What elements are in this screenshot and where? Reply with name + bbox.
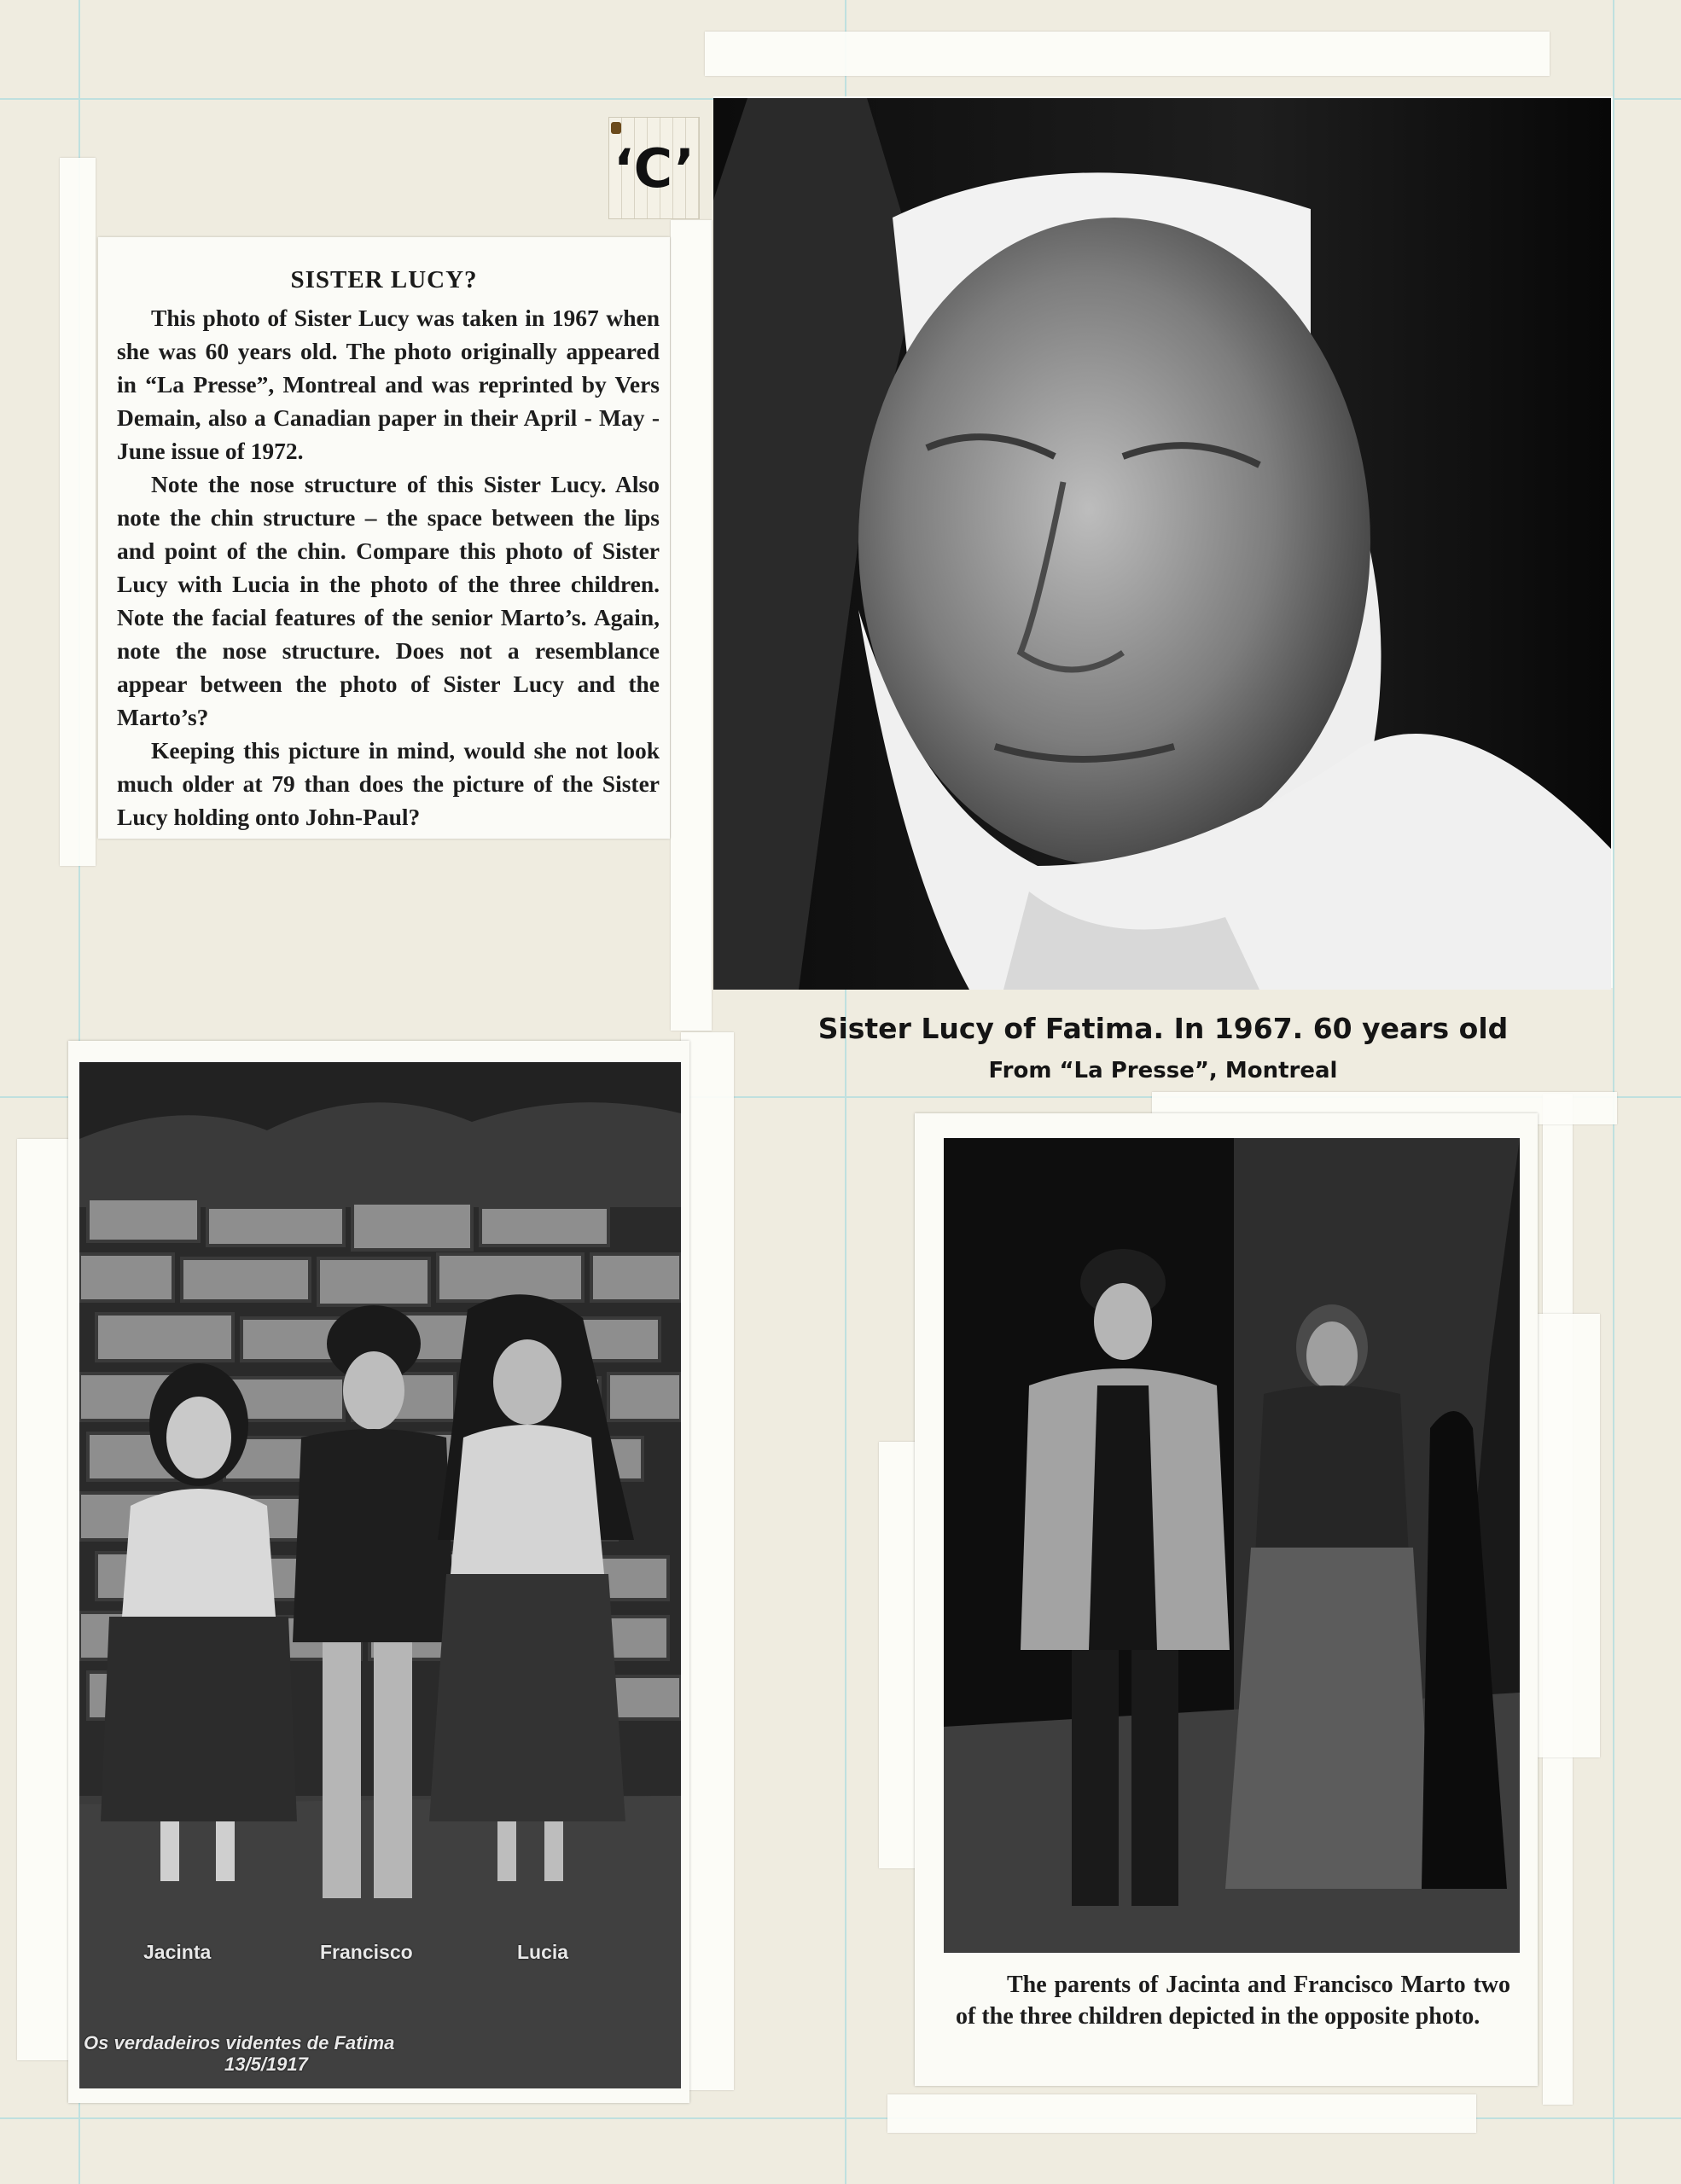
children-photo-date: 13/5/1917 — [224, 2053, 308, 2075]
marto-parents-image — [944, 1138, 1520, 1953]
article-body — [117, 301, 660, 834]
marto-parents-photo — [944, 1138, 1520, 1953]
tape-strip — [1532, 1314, 1600, 1757]
sister-lucy-portrait-image — [713, 98, 1611, 990]
tape-strip — [60, 158, 96, 866]
parents-photo-caption — [956, 1969, 1510, 2032]
child-name-label: Jacinta — [143, 1941, 212, 1963]
section-label-c: ‘C’ — [608, 117, 700, 219]
pin-icon — [611, 122, 621, 134]
article-clipping — [98, 237, 670, 839]
child-name-label: Francisco — [320, 1941, 413, 1963]
tape-strip — [671, 220, 712, 1031]
three-children-photo — [79, 1062, 681, 2088]
article-paragraph: Note the nose structure of this Sister Lucy. Also note the chin structure – the space between the lips and point of the chin. Compare this photo of Sister Lucy with Lucia in the photo of the three children. Note the facial features of the senior Marto’s. Again, note the nose structure. Does not a resemblance appear between the photo of Sister Lucy and the Marto’s? — [117, 471, 660, 730]
child-name-label: Lucia — [517, 1941, 569, 1963]
nun-photo-caption: Sister Lucy of Fatima. In 1967. 60 years old — [817, 1012, 1509, 1045]
sister-lucy-photo — [713, 98, 1611, 990]
article-paragraph: Keeping this picture in mind, would she not look much older at 79 than does the picture of the Sister Lucy holding onto John-Paul? — [117, 737, 660, 830]
three-children-image — [79, 1062, 681, 2088]
tape-strip — [887, 2094, 1476, 2133]
article-paragraph: This photo of Sister Lucy was taken in 1967 when she was 60 years old. The photo originally appeared in “La Presse”, Montreal and was reprinted by Vers Demain, also a Canadian paper in their April - May - June issue of 1972. — [117, 305, 660, 464]
article-title: SISTER LUCY? — [290, 266, 478, 293]
parents-caption-text: The parents of Jacinta and Francisco Marto two of the three children depicted in the opposite photo. — [956, 1972, 1510, 2030]
children-photo-footer: Os verdadeiros videntes de Fatima — [84, 2032, 395, 2053]
tape-strip — [17, 1139, 75, 2060]
tape-strip — [705, 32, 1550, 76]
nun-photo-source: From “La Presse”, Montreal — [988, 1058, 1338, 1083]
